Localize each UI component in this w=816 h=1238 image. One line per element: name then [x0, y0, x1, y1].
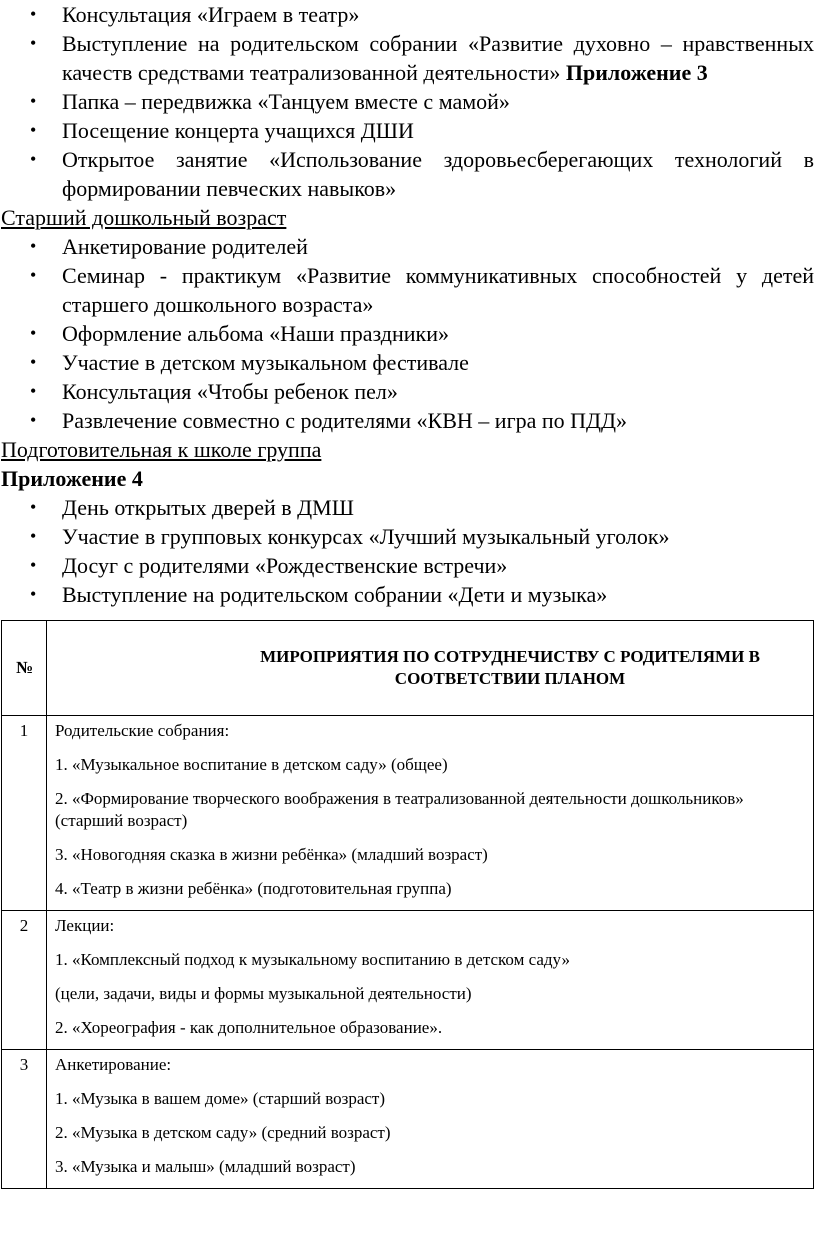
row-line: 2. «Формирование творческого воображения в театрализованной деятельности дошкольников» (старший возраст) [55, 789, 744, 830]
section-heading-prep: Подготовительная к школе группа [1, 437, 322, 462]
list-item [0, 406, 816, 435]
prep-activity-list [0, 493, 816, 609]
list-item-text: Участие в групповых конкурсах «Лучший музыкальный уголок» [62, 524, 670, 549]
bullet-icon: • [30, 555, 37, 575]
row-number: 3 [2, 1050, 47, 1189]
list-item [0, 580, 816, 609]
list-item-text: Посещение концерта учащихся ДШИ [62, 118, 414, 143]
section-heading-senior: Старший дошкольный возраст [1, 205, 287, 230]
table-row [2, 911, 814, 1050]
bullet-icon: • [30, 410, 37, 430]
list-item [0, 87, 816, 116]
bullet-icon: • [30, 91, 37, 111]
row-line: 4. «Театр в жизни ребёнка» (подготовительная группа) [55, 879, 452, 898]
list-item-text: Папка – передвижка «Танцуем вместе с мамой» [62, 89, 510, 114]
list-item [0, 522, 816, 551]
bullet-icon: • [30, 584, 37, 604]
bullet-icon: • [30, 323, 37, 343]
list-item-text: Участие в детском музыкальном фестивале [62, 350, 469, 375]
row-line: 1. «Музыка в вашем доме» (старший возраст) [55, 1089, 386, 1108]
row-line: 3. «Музыка и малыш» (младший возраст) [55, 1157, 356, 1176]
list-item [0, 319, 816, 348]
row-content [47, 1050, 814, 1189]
list-item [0, 232, 816, 261]
bullet-icon: • [30, 381, 37, 401]
table-header-row [2, 621, 814, 716]
row-line: Анкетирование: [55, 1055, 172, 1074]
list-item-text: Оформление альбома «Наши праздники» [62, 321, 449, 346]
senior-activity-list [0, 232, 816, 435]
list-item-text: Выступление на родительском собрании «Дети и музыка» [62, 582, 608, 607]
row-number: 2 [2, 911, 47, 1050]
bullet-icon: • [30, 236, 37, 256]
row-line: 2. «Музыка в детском саду» (средний возраст) [55, 1123, 391, 1142]
list-item-text: Досуг с родителями «Рождественские встречи» [62, 553, 508, 578]
bullet-icon: • [30, 497, 37, 517]
list-item [0, 29, 816, 87]
row-line: Родительские собрания: [55, 721, 230, 740]
list-item-text: Анкетирование родителей [62, 234, 308, 259]
column-header-number: № [2, 621, 47, 716]
document-page [0, 0, 816, 609]
list-item-text: День открытых дверей в ДМШ [62, 495, 354, 520]
bullet-icon: • [30, 4, 37, 24]
bullet-icon: • [30, 33, 37, 53]
list-item-text: Семинар - практикум «Развитие коммуникативных способностей у детей старшего дошкольного возраста» [62, 263, 814, 317]
row-line: 3. «Новогодняя сказка в жизни ребёнка» (младший возраст) [55, 845, 488, 864]
list-item [0, 116, 816, 145]
bullet-icon: • [30, 352, 37, 372]
list-item-text: Открытое занятие «Использование здоровьесберегающих технологий в формировании певческих навыков» [62, 147, 814, 201]
row-line: 2. «Хореография - как дополнительное образование». [55, 1018, 443, 1037]
list-item-text: Консультация «Чтобы ребенок пел» [62, 379, 398, 404]
row-line: 1. «Комплексный подход к музыкальному воспитанию в детском саду» [55, 950, 570, 969]
bullet-icon: • [30, 149, 37, 169]
row-line: (цели, задачи, виды и формы музыкальной деятельности) [55, 984, 472, 1003]
list-item [0, 0, 816, 29]
row-line: Лекции: [55, 916, 115, 935]
list-item [0, 551, 816, 580]
list-item [0, 261, 816, 319]
table-row [2, 716, 814, 911]
row-number: 1 [2, 716, 47, 911]
list-item [0, 145, 816, 203]
row-content [47, 911, 814, 1050]
appendix-reference: Приложение 3 [560, 60, 708, 85]
top-activity-list [0, 0, 816, 203]
list-item [0, 377, 816, 406]
row-content [47, 716, 814, 911]
list-item-text: Выступление на родительском собрании «Развитие духовно – нравственных качеств средствами театрализованной деятельности» [62, 31, 814, 85]
list-item [0, 493, 816, 522]
events-table [1, 620, 814, 1189]
bullet-icon: • [30, 526, 37, 546]
bullet-icon: • [30, 120, 37, 140]
appendix-heading: Приложение 4 [1, 466, 143, 491]
column-header-events: МИРОПРИЯТИЯ ПО СОТРУДНЕЧИСТВУ С РОДИТЕЛЯМИ В СООТВЕТСТВИИ ПЛАНОМ [47, 621, 814, 716]
table-row [2, 1050, 814, 1189]
bullet-icon: • [30, 265, 37, 285]
row-line: 1. «Музыкальное воспитание в детском саду» (общее) [55, 755, 448, 774]
list-item [0, 348, 816, 377]
list-item-text: Развлечение совместно с родителями «КВН – игра по ПДД» [62, 408, 628, 433]
list-item-text: Консультация «Играем в театр» [62, 2, 360, 27]
